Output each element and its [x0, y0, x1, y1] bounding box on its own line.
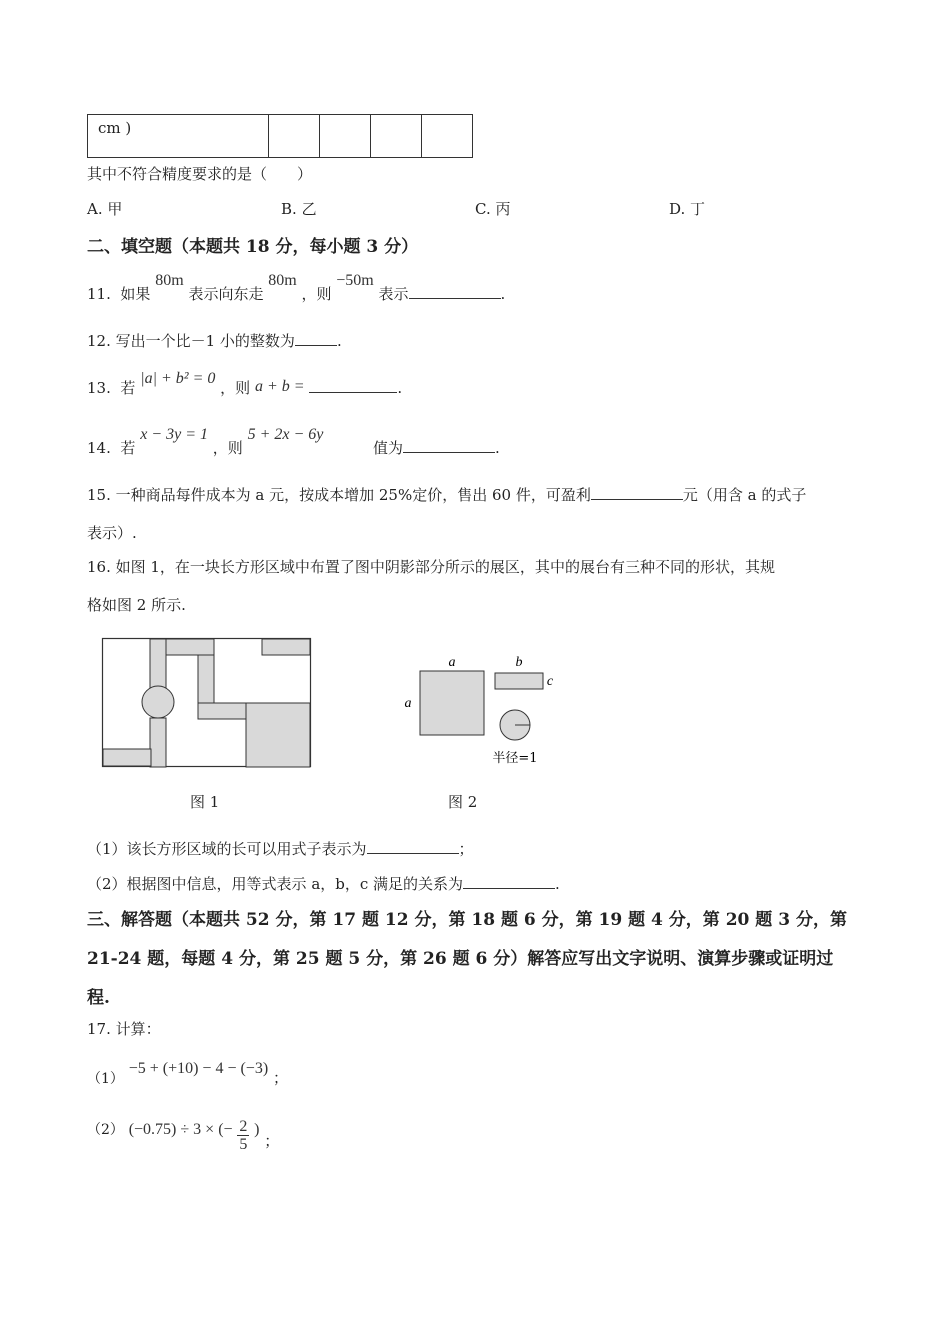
- fig1-horizontal-bar-bottom: [103, 749, 151, 766]
- section3-title-line2: 21-24 题，每题 4 分，第 25 题 5 分，第 26 题 6 分）解答应写出文字说明、演算步骤或证明过: [87, 949, 834, 969]
- q14-math-2: 5 + 2x − 6y: [247, 426, 324, 443]
- q11: 11. 如果 80m 表示向东走 80m ，则 −50m 表示 .: [87, 272, 506, 303]
- fig1-horizontal-bar-middle: [198, 703, 246, 719]
- figure-2-caption: 图 2: [448, 793, 478, 811]
- q11-math-3: −50m: [336, 272, 374, 289]
- table-cell: [422, 115, 473, 158]
- q10-option-d[interactable]: D. 丁: [669, 200, 706, 218]
- q16-sub1: （1）该长方形区域的长可以用式子表示为 ；: [87, 840, 474, 858]
- q17-stem: 17. 计算：: [87, 1020, 161, 1038]
- section3-title-line3: 程.: [87, 988, 110, 1008]
- fraction-denominator: 5: [239, 1136, 248, 1153]
- section2-title: 二、填空题（本题共 18 分，每小题 3 分）: [87, 237, 419, 257]
- fig2-label-a-top: a: [448, 655, 456, 670]
- fraction-numerator: 2: [239, 1118, 248, 1135]
- answer-blank[interactable]: [403, 438, 495, 453]
- section3-title-line1: 三、解答题（本题共 52 分，第 17 题 12 分，第 18 题 6 分，第 19 题 4 分，第 20 题 3 分，第: [87, 910, 847, 930]
- answer-blank[interactable]: [591, 485, 683, 500]
- q11-math-2: 80m: [268, 272, 297, 289]
- measurement-table: [87, 114, 473, 158]
- answer-blank[interactable]: [463, 874, 555, 889]
- q10-option-a[interactable]: A. 甲: [87, 200, 123, 218]
- q17-part2: （2） (−0.75) ÷ 3 × (− $\frac{2}{5}$ ) ；: [87, 1118, 280, 1153]
- fig2-label-radius: 半径=1: [492, 751, 538, 766]
- q12: 12. 写出一个比－1 小的整数为 .: [87, 332, 342, 350]
- q15-line1: 15. 一种商品每件成本为 a 元，按成本增加 25%定价，售出 60 件，可盈利 元（用含 a 的式子: [87, 486, 807, 504]
- q13-math-2: a + b =: [254, 378, 305, 395]
- fig1-vertical-bar-bottom: [150, 718, 166, 767]
- fig2-label-a-left: a: [404, 696, 412, 711]
- q16-sub2: （2）根据图中信息，用等式表示 a，b，c 满足的关系为 .: [87, 875, 560, 893]
- table-cell: [320, 115, 371, 158]
- q16-line2: 格如图 2 所示.: [87, 596, 186, 614]
- fig2-label-c: c: [546, 674, 554, 689]
- answer-blank[interactable]: [409, 284, 501, 299]
- q17-part2-expression: (−0.75) ÷ 3 × (−: [128, 1120, 233, 1138]
- fig1-square: [246, 703, 310, 767]
- fig1-vertical-bar-middle: [198, 655, 214, 703]
- fig1-vertical-bar-top: [150, 639, 166, 691]
- table-cell: [269, 115, 320, 158]
- fig1-horizontal-bar-top: [166, 639, 214, 655]
- figure-2: [400, 650, 570, 775]
- q17-part1-expression: −5 + (+10) − 4 − (−3): [128, 1060, 269, 1077]
- q10-option-b[interactable]: B. 乙: [281, 200, 317, 218]
- q14: 14. 若 x − 3y = 1 ，则 5 + 2x − 6y 值为 .: [87, 426, 500, 457]
- q10-stem: 其中不符合精度要求的是（ ）: [87, 165, 313, 183]
- q17-part1: （1） −5 + (+10) − 4 − (−3) ；: [87, 1060, 288, 1087]
- q14-math-1: x − 3y = 1: [140, 426, 208, 443]
- figure-1-caption: 图 1: [190, 793, 220, 811]
- q13: 13. 若 |a| + b² = 0 ，则 a + b = .: [87, 370, 403, 397]
- answer-blank[interactable]: [367, 839, 459, 854]
- fig2-rectangle: [495, 673, 543, 689]
- answer-blank[interactable]: [309, 378, 397, 393]
- fig2-square: [420, 671, 484, 735]
- q10-option-c[interactable]: C. 丙: [475, 200, 511, 218]
- fig1-horizontal-bar-right: [262, 639, 310, 655]
- table-cell: [371, 115, 422, 158]
- q11-math-1: 80m: [155, 272, 184, 289]
- q15-line2: 表示）.: [87, 524, 137, 542]
- figure-1: [100, 636, 315, 770]
- answer-blank[interactable]: [295, 331, 337, 346]
- fig2-label-b: b: [515, 655, 523, 670]
- fraction: [237, 1118, 249, 1153]
- q16-line1: 16. 如图 1，在一块长方形区域中布置了图中阴影部分所示的展区，其中的展台有三种不同的形状，其规: [87, 558, 775, 576]
- q13-math-1: |a| + b² = 0: [140, 370, 216, 387]
- fig1-circle: [142, 686, 174, 718]
- table-cell-unit: cm ): [88, 115, 269, 158]
